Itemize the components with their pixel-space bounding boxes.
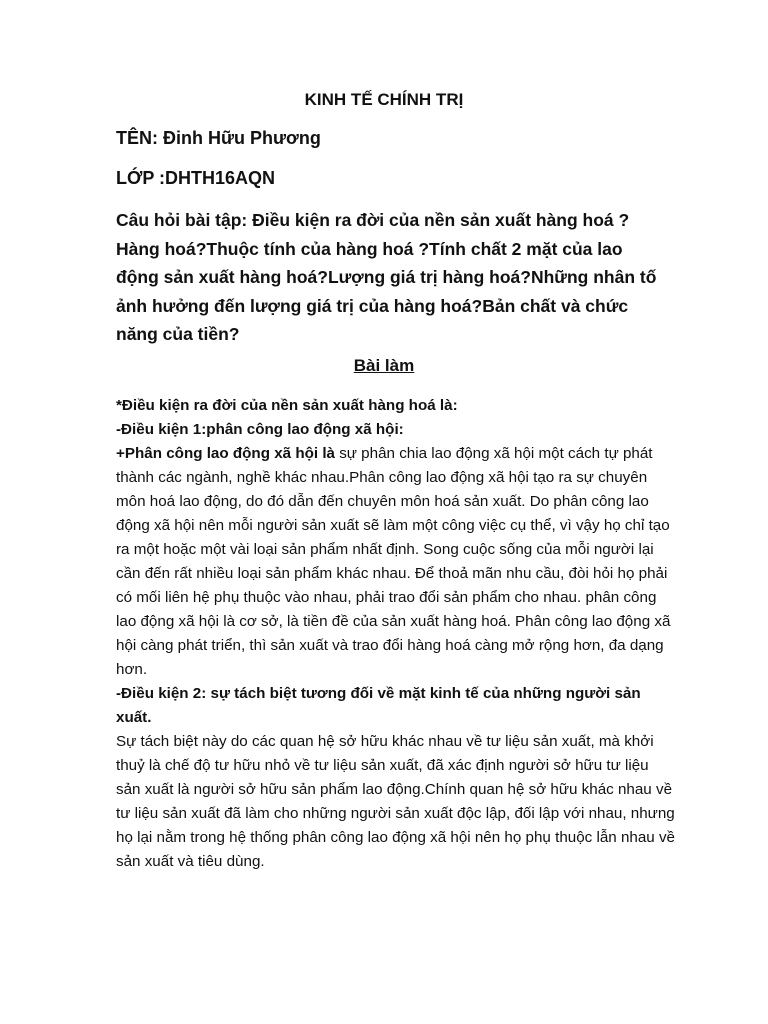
document-title: KINH TẾ CHÍNH TRỊ [304, 90, 464, 109]
condition-1-paragraph [116, 442, 676, 682]
condition-1-heading: -Điều kiện 1:phân công lao động xã hội: [116, 421, 404, 438]
student-class: LỚP :DHTH16AQN [116, 168, 276, 188]
condition-2-heading: -Điều kiện 2: sự tách biệt tương đối về mặt kinh tế của những người sản xuất. [116, 685, 641, 726]
answer-body [116, 394, 676, 874]
student-name: TÊN: Đinh Hữu Phương [116, 128, 321, 148]
assignment-question: Câu hỏi bài tập: Điều kiện ra đời của nền sản xuất hàng hoá ? Hàng hoá?Thuộc tính của hàng hoá ?Tính chất 2 mặt của lao động sản xuất hàng hoá?Lượng giá trị hàng hoá?Những nhân tố ảnh hưởng đến lượng giá trị của hàng hoá?Bản chất và chức năng của tiền? [116, 210, 657, 344]
condition-1-lead: +Phân công lao động xã hội là [116, 445, 335, 462]
condition-2-paragraph: Sự tách biệt này do các quan hệ sở hữu khác nhau về tư liệu sản xuất, mà khởi thuỷ là chế độ tư hữu nhỏ về tư liệu sản xuất, đã xác định người sở hữu tư liệu sản xuất là người sở hữu sản phẩm lao động.Chính quan hệ sở hữu khác nhau về tư liệu sản xuất đã làm cho những người sản xuất độc lập, đối lập với nhau, nhưng họ lại nằm trong hệ thống phân công lao động xã hội nên họ phụ thuộc lẫn nhau về sản xuất và tiêu dùng. [116, 733, 676, 870]
section-heading: *Điều kiện ra đời của nền sản xuất hàng hoá là: [116, 397, 458, 414]
condition-1-text: sự phân chia lao động xã hội một cách tự phát thành các ngành, nghề khác nhau.Phân công lao động xã hội tạo ra sự chuyên môn hoá lao động, do đó dẫn đến chuyên môn hoá sản xuất. Do phân công lao động xã hội nên mỗi người sản xuất sẽ làm một công việc cụ thể, vì vậy họ chỉ tạo ra một hoặc một vài loại sản phẩm nhất định. Song cuộc sống của mỗi người lại cần đến rất nhiều loại sản phẩm khác nhau. Để thoả mãn nhu cầu, đòi hỏi họ phải có mối liên hệ phụ thuộc vào nhau, phải trao đổi sản phẩm cho nhau. phân công lao động xã hội là cơ sở, là tiền đề của sản xuất hàng hoá. Phân công lao động xã hội càng phát triển, thì sản xuất và trao đổi hàng hoá càng mở rộng hơn, đa dạng hơn. [116, 445, 671, 678]
answer-heading: Bài làm [353, 356, 415, 375]
